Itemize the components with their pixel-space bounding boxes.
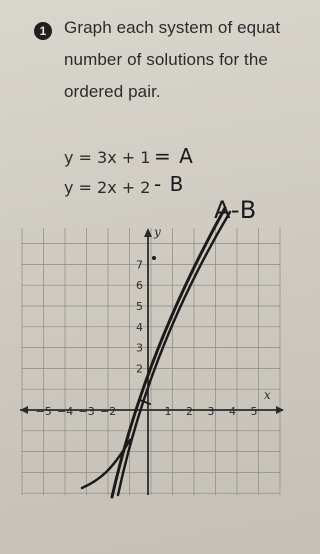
y-axis-letter: y [154,225,161,239]
equation-1-annotation: = A [154,144,194,168]
handwritten-graph-label: A-B [214,196,258,224]
problem-number-badge: 1 [34,22,52,40]
equation-2: y = 2x + 2 [64,178,151,197]
instruction-line-3: ordered pair. [64,82,161,101]
y-tick-label: 4 [136,320,143,334]
y-tick-label: 2 [136,362,143,376]
x-tick-label: 2 [186,405,193,418]
x-tick-label: 5 [250,405,258,418]
equation-2-annotation: - B [154,172,185,196]
handwritten-lines [82,208,230,497]
equation-1: y = 3x + 1 [64,148,151,167]
x-tick-label: 1 [164,405,172,418]
x-tick-label: 4 [229,405,236,418]
x-tick-label: −4 [57,405,74,418]
plotted-point [152,256,156,260]
y-tick-label: 5 [136,300,143,313]
x-tick-label: −3 [78,405,95,418]
x-tick-label: 3 [207,405,215,418]
instruction-line-1: Graph each system of equat [64,18,281,37]
x-tick-label: −2 [100,405,117,418]
student-line-B [118,212,230,495]
instruction-line-2: number of solutions for the [64,50,268,69]
y-tick-label: 7 [136,258,143,272]
x-tick-label: −5 [35,405,52,418]
y-tick-label: 6 [136,279,143,293]
y-tick-label: 3 [136,341,143,355]
grid-lines [22,228,280,495]
student-line-stroke [82,440,130,488]
x-axis-letter: x [264,388,271,402]
x-axis-left-arrow [20,406,28,414]
